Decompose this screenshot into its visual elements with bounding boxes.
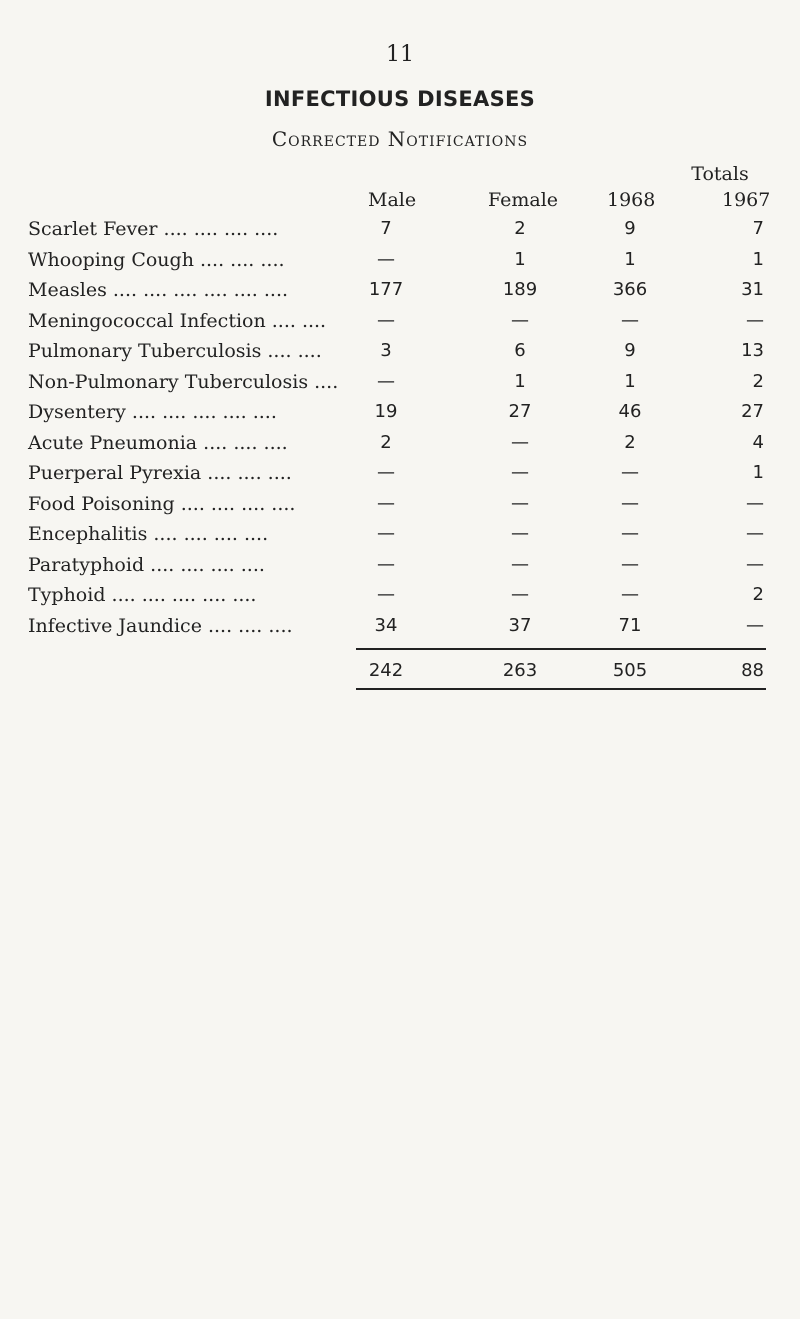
- cell-1968: 71: [618, 614, 642, 636]
- totals-rule-bottom: [356, 688, 766, 690]
- cell-male: —: [377, 462, 395, 483]
- cell-male: —: [377, 553, 395, 575]
- row-label: Infective Jaundice .... .... ....: [28, 614, 293, 637]
- table-row: [0, 432, 800, 462]
- totals-group-header: Totals: [691, 163, 749, 185]
- cell-1967: 31: [741, 279, 764, 300]
- row-label: Acute Pneumonia .... .... ....: [28, 431, 288, 454]
- total-female: 263: [502, 660, 538, 681]
- cell-1968: —: [621, 553, 639, 575]
- cell-1968: 1: [624, 370, 636, 392]
- cell-male: 19: [374, 401, 398, 422]
- cell-male: —: [377, 248, 395, 270]
- table-row: [0, 218, 800, 248]
- cell-1968: —: [621, 584, 639, 605]
- column-header-1967: 1967: [722, 189, 771, 211]
- cell-1967: 1: [752, 462, 764, 483]
- row-label: Food Poisoning .... .... .... ....: [28, 492, 296, 515]
- total-1968: 505: [612, 660, 648, 681]
- cell-1967: —: [746, 492, 764, 514]
- cell-male: —: [377, 370, 395, 392]
- table-row: [0, 462, 800, 492]
- column-header-male: Male: [368, 189, 417, 211]
- cell-1967: 7: [752, 218, 764, 239]
- cell-female: 2: [514, 218, 526, 239]
- cell-female: —: [511, 584, 529, 605]
- column-header-1968: 1968: [607, 189, 656, 211]
- table-row: [0, 279, 800, 309]
- total-1967: 88: [741, 660, 764, 681]
- total-male: 242: [368, 660, 404, 681]
- cell-1968: 366: [612, 279, 648, 300]
- row-label: Non-Pulmonary Tuberculosis ....: [28, 370, 339, 393]
- cell-1968: 9: [624, 340, 636, 361]
- table-row: [0, 584, 800, 614]
- cell-female: —: [511, 431, 529, 453]
- cell-1968: 1: [624, 248, 636, 270]
- cell-female: —: [511, 553, 529, 575]
- cell-1968: —: [621, 523, 639, 544]
- cell-1967: 13: [741, 340, 764, 361]
- cell-1967: —: [746, 309, 764, 331]
- table-row: [0, 310, 800, 340]
- cell-1967: —: [746, 614, 764, 636]
- row-label: Pulmonary Tuberculosis .... ....: [28, 340, 322, 362]
- page-subtitle: Corrected Notifications: [271, 127, 529, 151]
- row-label: Scarlet Fever .... .... .... ....: [28, 218, 279, 240]
- cell-1967: 27: [741, 401, 764, 422]
- cell-male: 177: [368, 279, 404, 300]
- cell-1967: —: [746, 523, 764, 544]
- cell-1967: 1: [752, 248, 764, 270]
- row-label: Puerperal Pyrexia .... .... ....: [28, 462, 292, 484]
- table-row: [0, 523, 800, 553]
- cell-1968: 46: [618, 401, 642, 422]
- cell-female: 6: [514, 340, 526, 361]
- cell-female: 1: [514, 248, 526, 270]
- cell-female: —: [511, 309, 529, 331]
- row-label: Paratyphoid .... .... .... ....: [28, 553, 265, 576]
- cell-male: —: [377, 492, 395, 514]
- cell-male: 3: [380, 340, 392, 361]
- table-row: [0, 615, 800, 645]
- cell-1968: —: [621, 309, 639, 331]
- cell-1968: —: [621, 462, 639, 483]
- cell-male: —: [377, 584, 395, 605]
- cell-male: —: [377, 523, 395, 544]
- row-label: Encephalitis .... .... .... ....: [28, 523, 269, 545]
- row-label: Measles .... .... .... .... .... ....: [28, 279, 289, 301]
- cell-1967: 2: [752, 584, 764, 605]
- page-title: INFECTIOUS DISEASES: [264, 87, 536, 111]
- table-row: [0, 371, 800, 401]
- cell-male: —: [377, 309, 395, 331]
- cell-1967: 4: [752, 431, 764, 453]
- cell-female: 37: [508, 614, 532, 636]
- page-number: 11: [386, 42, 414, 67]
- table-row: [0, 401, 800, 431]
- cell-female: 1: [514, 370, 526, 392]
- row-label: Dysentery .... .... .... .... ....: [28, 401, 277, 423]
- cell-male: 2: [380, 431, 392, 453]
- row-label: Whooping Cough .... .... ....: [28, 248, 285, 271]
- totals-rule-top: [356, 648, 766, 650]
- column-header-female: Female: [488, 189, 559, 211]
- row-label: Meningococcal Infection .... ....: [28, 309, 327, 332]
- cell-female: —: [511, 462, 529, 483]
- cell-male: 7: [380, 218, 392, 239]
- cell-male: 34: [374, 614, 398, 636]
- cell-1967: 2: [752, 370, 764, 392]
- cell-female: 27: [508, 401, 532, 422]
- table-row: [0, 340, 800, 370]
- cell-1968: —: [621, 492, 639, 514]
- cell-female: 189: [502, 279, 538, 300]
- table-row: [0, 493, 800, 523]
- cell-1968: 2: [624, 431, 636, 453]
- cell-1968: 9: [624, 218, 636, 239]
- table-row: [0, 249, 800, 279]
- row-label: Typhoid .... .... .... .... ....: [28, 584, 257, 606]
- cell-1967: —: [746, 553, 764, 575]
- cell-female: —: [511, 523, 529, 544]
- cell-female: —: [511, 492, 529, 514]
- table-row: [0, 554, 800, 584]
- totals-row: [0, 660, 800, 690]
